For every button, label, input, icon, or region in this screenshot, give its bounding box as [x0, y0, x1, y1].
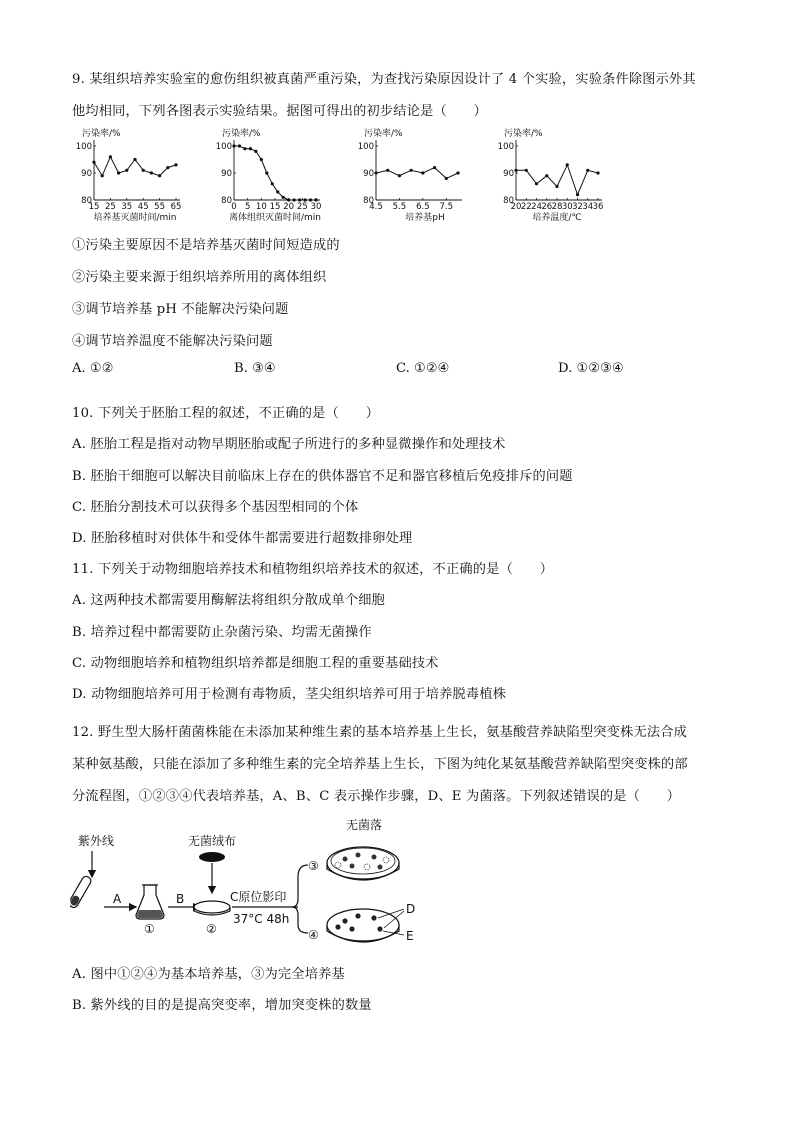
chart-3-point — [421, 171, 424, 174]
q9-statement-3: ③调节培养基 pH 不能解决污染问题 — [72, 302, 289, 317]
chart-2-point — [271, 182, 274, 185]
chart-4-ytick-label: 90 — [503, 169, 514, 179]
chart-2-point — [287, 198, 290, 201]
q12-flow-diagram — [70, 815, 490, 955]
chart-1-point — [133, 158, 136, 161]
q9-option-c: C. ①②④ — [396, 361, 450, 376]
chart-1-point — [158, 174, 161, 177]
chart-1-point — [101, 174, 104, 177]
chart-4-xtick-label: 28 — [551, 202, 563, 212]
chart-2-point — [309, 198, 312, 201]
chart-4-ylabel: 污染率/% — [504, 129, 543, 139]
q10-option-d: D. 胚胎移植时对供体牛和受体牛都需要进行超数排卵处理 — [72, 531, 413, 546]
q9-stem-line1: 9. 某组织培养实验室的愈伤组织被真菌严重污染，为查找污染原因设计了 4 个实验，实验条件除图示外其 — [72, 72, 696, 87]
q12-option-a: A. 图中①②④为基本培养基，③为完全培养基 — [72, 967, 345, 982]
chart-1-xtick-label: 15 — [88, 202, 100, 212]
chart-2-point — [276, 190, 279, 193]
chart-4-xtick-label: 24 — [531, 202, 542, 212]
q11-option-c: C. 动物细胞培养和植物组织培养都是细胞工程的重要基础技术 — [72, 656, 439, 671]
q9-option-b: B. ③④ — [234, 361, 276, 376]
flask-icon — [136, 885, 164, 919]
step-a-label: A — [113, 892, 122, 906]
chart-3-point — [445, 177, 448, 180]
chart-2-xtick-label: 5 — [244, 202, 251, 212]
chart-3-ylabel: 污染率/% — [364, 129, 403, 139]
chart-2-point — [303, 198, 306, 201]
chart-4-point — [555, 185, 558, 188]
chart-1-point — [92, 161, 95, 164]
q10-option-a: A. 胚胎工程是指对动物早期胚胎或配子所进行的多种显微操作和处理技术 — [72, 437, 506, 452]
chart-3-xtick-label: 6.5 — [416, 202, 430, 212]
chart-1-point — [142, 169, 145, 172]
chart-3-ytick-label: 100 — [357, 142, 374, 152]
medium-2-label: ② — [206, 922, 217, 936]
colony-d-label: D — [406, 902, 416, 916]
chart-3-point — [456, 171, 459, 174]
plate-2-icon — [194, 901, 230, 915]
chart-1-point — [174, 163, 177, 166]
plate-3-icon — [327, 847, 399, 880]
chart-3-point — [398, 174, 401, 177]
chart-1-point — [109, 155, 112, 158]
chart-1-xtick-label: 55 — [154, 202, 166, 212]
chart-4-xtick-label: 34 — [582, 202, 594, 212]
q9-stem-line2: 他均相同，下列各图表示实验结果。据图可得出的初步结论是（ ） — [72, 104, 488, 119]
chart-2-point — [314, 198, 317, 201]
chart-2-xlabel: 离体组织灭菌时间/min — [228, 213, 322, 223]
chart-2-xtick-label: 15 — [269, 202, 281, 212]
chart-1-ytick-label: 90 — [81, 169, 92, 179]
q11-option-b: B. 培养过程中都需要防止杂菌污染、均需无菌操作 — [72, 625, 372, 640]
q9-option-d: D. ①②③④ — [558, 361, 624, 376]
chart-2-ylabel: 污染率/% — [222, 129, 261, 139]
chart-2-xtick-label: 25 — [296, 202, 308, 212]
plate-4-icon — [327, 909, 399, 942]
chart-4-ytick-label: 80 — [503, 196, 514, 206]
step-c-label: C原位影印 — [230, 890, 287, 904]
chart-4-point — [566, 163, 569, 166]
chart-2-xtick-label: 30 — [310, 202, 322, 212]
q10-option-b: B. 胚胎干细胞可以解决目前临床上存在的供体器官不足和器官移植后免疫排斥的问题 — [72, 469, 573, 484]
no-colony-label: 无菌落 — [346, 818, 383, 832]
chart-2-point — [298, 198, 301, 201]
chart-4-xtick-label: 30 — [561, 202, 573, 212]
chart-1-point — [125, 169, 128, 172]
chart-2-point — [232, 144, 235, 147]
chart-4-xtick-label: 20 — [510, 202, 522, 212]
chart-4-xtick-label: 22 — [520, 202, 532, 212]
q10-option-c: C. 胚胎分割技术可以获得多个基因型相同的个体 — [72, 500, 359, 515]
q10-stem: 10. 下列关于胚胎工程的叙述，不正确的是（ ） — [72, 406, 380, 421]
chart-2-series-line — [234, 146, 316, 200]
chart-1-ytick-label: 80 — [81, 196, 92, 206]
chart-3-xlabel: 培养基pH — [405, 213, 445, 223]
chart-2-xtick-label: 10 — [255, 202, 267, 212]
chart-4-series-line — [516, 165, 598, 195]
q11-option-d: D. 动物细胞培养可用于检测有毒物质，茎尖组织培养可用于培养脱毒植株 — [72, 687, 507, 702]
chart-1-xtick-label: 35 — [121, 202, 133, 212]
chart-4-point — [535, 182, 538, 185]
chart-2-point — [238, 144, 241, 147]
q9-statement-4: ④调节培养温度不能解决污染问题 — [72, 334, 273, 349]
q9-option-a: A. ①② — [72, 361, 114, 376]
chart-4-point — [596, 171, 599, 174]
chart-1-xtick-label: 45 — [137, 202, 149, 212]
q9-statement-2: ②污染主要来源于组织培养所用的离体组织 — [72, 270, 327, 285]
chart-2-point — [282, 196, 285, 199]
chart-2-xtick-label: 0 — [231, 202, 237, 212]
chart-2-point — [249, 147, 252, 150]
chart-1-point — [150, 171, 153, 174]
colony-e-label: E — [406, 929, 414, 943]
chart-4-xtick-label: 32 — [572, 202, 583, 212]
chart-3-point — [433, 166, 436, 169]
chart-2-point — [265, 171, 268, 174]
step-b-label: B — [176, 892, 185, 906]
test-tube-icon — [70, 875, 92, 909]
q11-stem: 11. 下列关于动物细胞培养技术和植物组织培养技术的叙述，不正确的是（ ） — [72, 562, 554, 577]
chart-1-xtick-label: 65 — [170, 202, 182, 212]
chart-3-xtick-label: 7.5 — [439, 202, 454, 212]
q9-charts — [0, 120, 794, 240]
chart-3-point — [386, 169, 389, 172]
chart-2-point — [260, 158, 263, 161]
chart-4-xtick-label: 36 — [592, 202, 604, 212]
q9-statement-1: ①污染主要原因不是培养基灭菌时间短造成的 — [72, 238, 340, 253]
uv-label: 紫外线 — [78, 834, 115, 848]
chart-1-point — [166, 166, 169, 169]
chart-4-point — [514, 169, 517, 172]
chart-2-point — [254, 150, 257, 153]
chart-4-point — [586, 169, 589, 172]
chart-2-ytick-label: 80 — [221, 196, 232, 206]
condition-label: 37°C 48h — [233, 912, 290, 926]
chart-1-ytick-label: 100 — [75, 142, 92, 152]
velvet-icon — [199, 852, 225, 862]
velvet-label: 无菌绒布 — [188, 834, 237, 848]
chart-1-xlabel: 培养基灭菌时间/min — [93, 213, 177, 223]
chart-3-xtick-label: 4.5 — [369, 202, 383, 212]
brace — [292, 865, 308, 933]
chart-3-ytick-label: 90 — [363, 169, 374, 179]
q11-option-a: A. 这两种技术都需要用酶解法将组织分散成单个细胞 — [72, 593, 386, 608]
chart-1-xtick-label: 25 — [104, 202, 116, 212]
medium-4-label: ④ — [308, 928, 319, 942]
chart-4-point — [545, 174, 548, 177]
chart-1-ylabel: 污染率/% — [82, 129, 121, 139]
chart-4-xlabel: 培养温度/℃ — [532, 213, 582, 223]
chart-3-point — [374, 171, 377, 174]
chart-4-point — [576, 193, 579, 196]
chart-1-point — [117, 171, 120, 174]
chart-4-ytick-label: 100 — [497, 142, 514, 152]
chart-2-point — [243, 147, 246, 150]
chart-3-xtick-label: 5.5 — [392, 202, 407, 212]
q12-stem-line1: 12. 野生型大肠杆菌菌株能在未添加某种维生素的基本培养基上生长，氨基酸营养缺陷型突变株无法合成 — [72, 725, 688, 740]
chart-3-ytick-label: 80 — [363, 196, 374, 206]
medium-3-label: ③ — [308, 859, 319, 873]
chart-3-point — [410, 169, 413, 172]
q12-option-b: B. 紫外线的目的是提高突变率，增加突变株的数量 — [72, 998, 372, 1013]
chart-2-ytick-label: 100 — [215, 142, 232, 152]
chart-4-point — [525, 169, 528, 172]
chart-2-xtick-label: 20 — [283, 202, 295, 212]
medium-1-label: ① — [144, 922, 155, 936]
q12-stem-line3: 分流程图，①②③④代表培养基，A、B、C 表示操作步骤，D、E 为菌落。下列叙述错误的是（ ） — [72, 789, 681, 804]
chart-2-point — [293, 198, 296, 201]
chart-2-ytick-label: 90 — [221, 169, 232, 179]
chart-4-xtick-label: 26 — [541, 202, 553, 212]
q12-stem-line2: 某种氨基酸，只能在添加了多种维生素的完全培养基上生长，下图为纯化某氨基酸营养缺陷型突变株的部 — [72, 757, 688, 772]
